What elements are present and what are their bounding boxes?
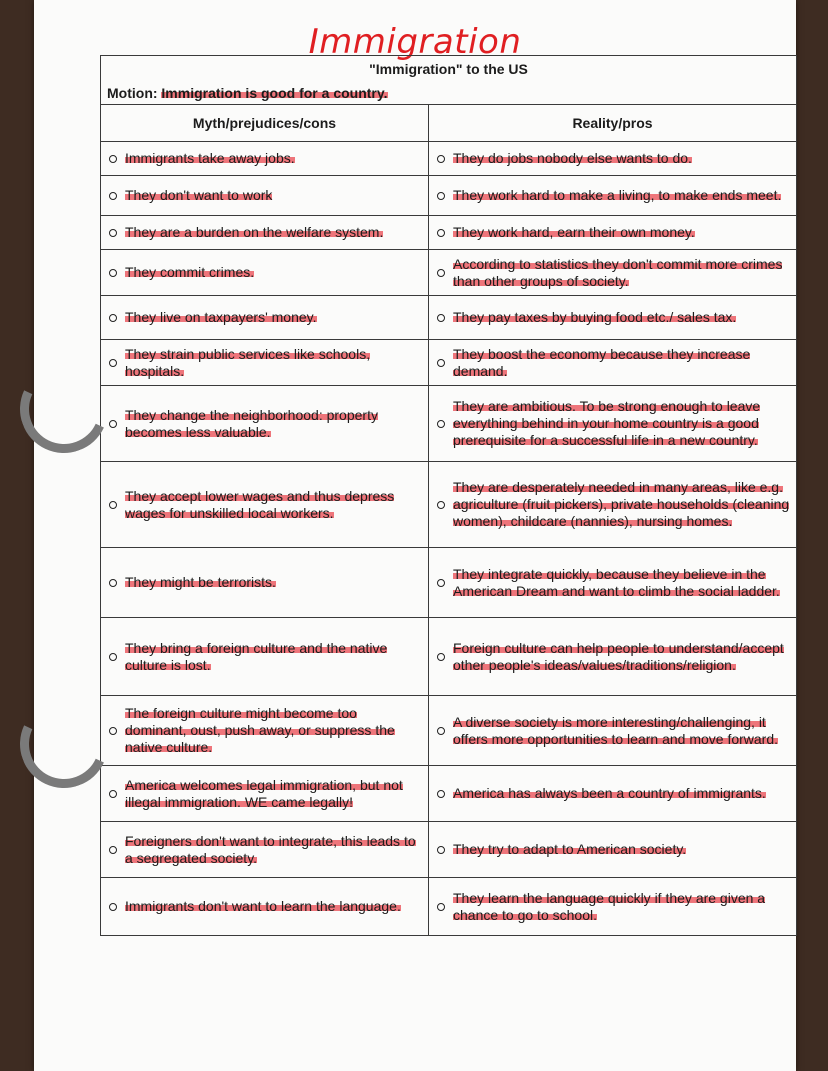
table-row	[101, 618, 797, 696]
bullet-icon	[109, 579, 117, 587]
myth-text: They accept lower wages and thus depress wages for unskilled local workers.	[125, 487, 395, 521]
myth-text: The foreign culture might become too dominant, oust, push away, or suppress the native culture.	[125, 705, 395, 755]
reality-text: According to statistics they don't commit more crimes than other groups of society.	[453, 255, 783, 289]
paper-sheet	[34, 0, 796, 1071]
table-body	[101, 142, 797, 936]
reality-cell	[429, 766, 797, 822]
bullet-icon	[437, 192, 445, 200]
bullet-icon	[109, 420, 117, 428]
reality-text: They work hard, earn their own money.	[453, 224, 695, 240]
header-row	[101, 105, 797, 142]
myth-cell	[101, 548, 429, 618]
reality-text: They learn the language quickly if they are given a chance to go to school.	[453, 889, 766, 923]
myth-cell	[101, 250, 429, 296]
table-row	[101, 386, 797, 462]
reality-text: They boost the economy because they increase demand.	[453, 345, 751, 379]
bullet-icon	[437, 727, 445, 735]
myth-text: Immigrants don't want to learn the language.	[125, 898, 401, 914]
myth-cell	[101, 386, 429, 462]
motion-row	[101, 82, 797, 105]
bullet-icon	[109, 229, 117, 237]
reality-cell	[429, 822, 797, 878]
motion-text: Immigration is good for a country.	[161, 84, 388, 101]
bullet-icon	[109, 903, 117, 911]
bullet-icon	[437, 359, 445, 367]
myth-text: They change the neighborhood: property becomes less valuable.	[125, 406, 378, 440]
bullet-icon	[109, 155, 117, 163]
table-row	[101, 176, 797, 216]
bullet-icon	[437, 903, 445, 911]
reality-cell	[429, 142, 797, 176]
myth-cell	[101, 878, 429, 936]
myth-text: They live on taxpayers' money.	[125, 309, 317, 325]
table-row	[101, 878, 797, 936]
table-row	[101, 548, 797, 618]
reality-cell	[429, 340, 797, 386]
myth-text: They don't want to work	[125, 187, 273, 203]
reality-cell	[429, 878, 797, 936]
myth-text: They might be terrorists.	[125, 574, 276, 590]
myth-cell	[101, 142, 429, 176]
myth-cell	[101, 822, 429, 878]
reality-text: They pay taxes by buying food etc./ sales tax.	[453, 309, 737, 325]
table-row	[101, 462, 797, 548]
bullet-icon	[437, 501, 445, 509]
bullet-icon	[109, 727, 117, 735]
reality-text: A diverse society is more interesting/challenging, it offers more opportunities to learn and move forward.	[453, 713, 779, 747]
bullet-icon	[109, 314, 117, 322]
reality-cell	[429, 618, 797, 696]
myth-cell	[101, 176, 429, 216]
bullet-icon	[437, 579, 445, 587]
column-header-reality: Reality/pros	[429, 105, 797, 142]
table-subtitle: "Immigration" to the US	[101, 56, 797, 83]
myth-cell	[101, 340, 429, 386]
reality-text: Foreign culture can help people to understand/accept other people's ideas/values/traditions/religion.	[453, 639, 784, 673]
motion-label: Motion:	[107, 84, 158, 101]
bullet-icon	[437, 229, 445, 237]
reality-cell	[429, 462, 797, 548]
myth-text: Immigrants take away jobs.	[125, 150, 295, 166]
reality-cell	[429, 216, 797, 250]
page-title: Immigration	[308, 22, 522, 62]
reality-cell	[429, 696, 797, 766]
bullet-icon	[109, 359, 117, 367]
reality-text: America has always been a country of immigrants.	[453, 785, 766, 801]
bullet-icon	[437, 846, 445, 854]
table-row	[101, 142, 797, 176]
comparison-table	[100, 55, 797, 936]
reality-text: They do jobs nobody else wants to do.	[453, 150, 692, 166]
column-header-myth: Myth/prejudices/cons	[101, 105, 429, 142]
table-row	[101, 696, 797, 766]
reality-text: They work hard to make a living, to make ends meet.	[453, 187, 782, 203]
myth-text: Foreigners don't want to integrate, this leads to a segregated society.	[125, 832, 416, 866]
table-row	[101, 766, 797, 822]
myth-text: They are a burden on the welfare system.	[125, 224, 384, 240]
reality-text: They are ambitious. To be strong enough to leave everything behind in your home country is a good prerequisite for a successful life in a new country.	[453, 398, 761, 448]
reality-cell	[429, 176, 797, 216]
bullet-icon	[437, 269, 445, 277]
bullet-icon	[437, 790, 445, 798]
table-row	[101, 822, 797, 878]
reality-text: They are desperately needed in many areas, like e.g. agriculture (fruit pickers), private households (cleaning women), childcare (nannies), nursing homes.	[453, 479, 790, 529]
bullet-icon	[109, 192, 117, 200]
table-row	[101, 296, 797, 340]
reality-cell	[429, 250, 797, 296]
bullet-icon	[437, 155, 445, 163]
myth-text: They commit crimes.	[125, 264, 255, 280]
bullet-icon	[437, 653, 445, 661]
myth-cell	[101, 216, 429, 250]
reality-text: They integrate quickly, because they believe in the American Dream and want to climb the social ladder.	[453, 565, 780, 599]
myth-cell	[101, 766, 429, 822]
bullet-icon	[109, 501, 117, 509]
myth-cell	[101, 296, 429, 340]
bullet-icon	[109, 269, 117, 277]
myth-text: America welcomes legal immigration, but not illegal immigration. WE came legally!	[125, 776, 403, 810]
bullet-icon	[109, 790, 117, 798]
reality-cell	[429, 548, 797, 618]
table-row	[101, 250, 797, 296]
motion-statement	[101, 82, 797, 105]
table-row	[101, 216, 797, 250]
myth-cell	[101, 618, 429, 696]
reality-text: They try to adapt to American society.	[453, 841, 687, 857]
myth-cell	[101, 462, 429, 548]
myth-text: They bring a foreign culture and the native culture is lost.	[125, 639, 388, 673]
bullet-icon	[109, 653, 117, 661]
reality-cell	[429, 296, 797, 340]
table-row	[101, 340, 797, 386]
subtitle-row	[101, 56, 797, 83]
bullet-icon	[109, 846, 117, 854]
myth-cell	[101, 696, 429, 766]
reality-cell	[429, 386, 797, 462]
bullet-icon	[437, 314, 445, 322]
myth-text: They strain public services like schools, hospitals.	[125, 345, 371, 379]
bullet-icon	[437, 420, 445, 428]
